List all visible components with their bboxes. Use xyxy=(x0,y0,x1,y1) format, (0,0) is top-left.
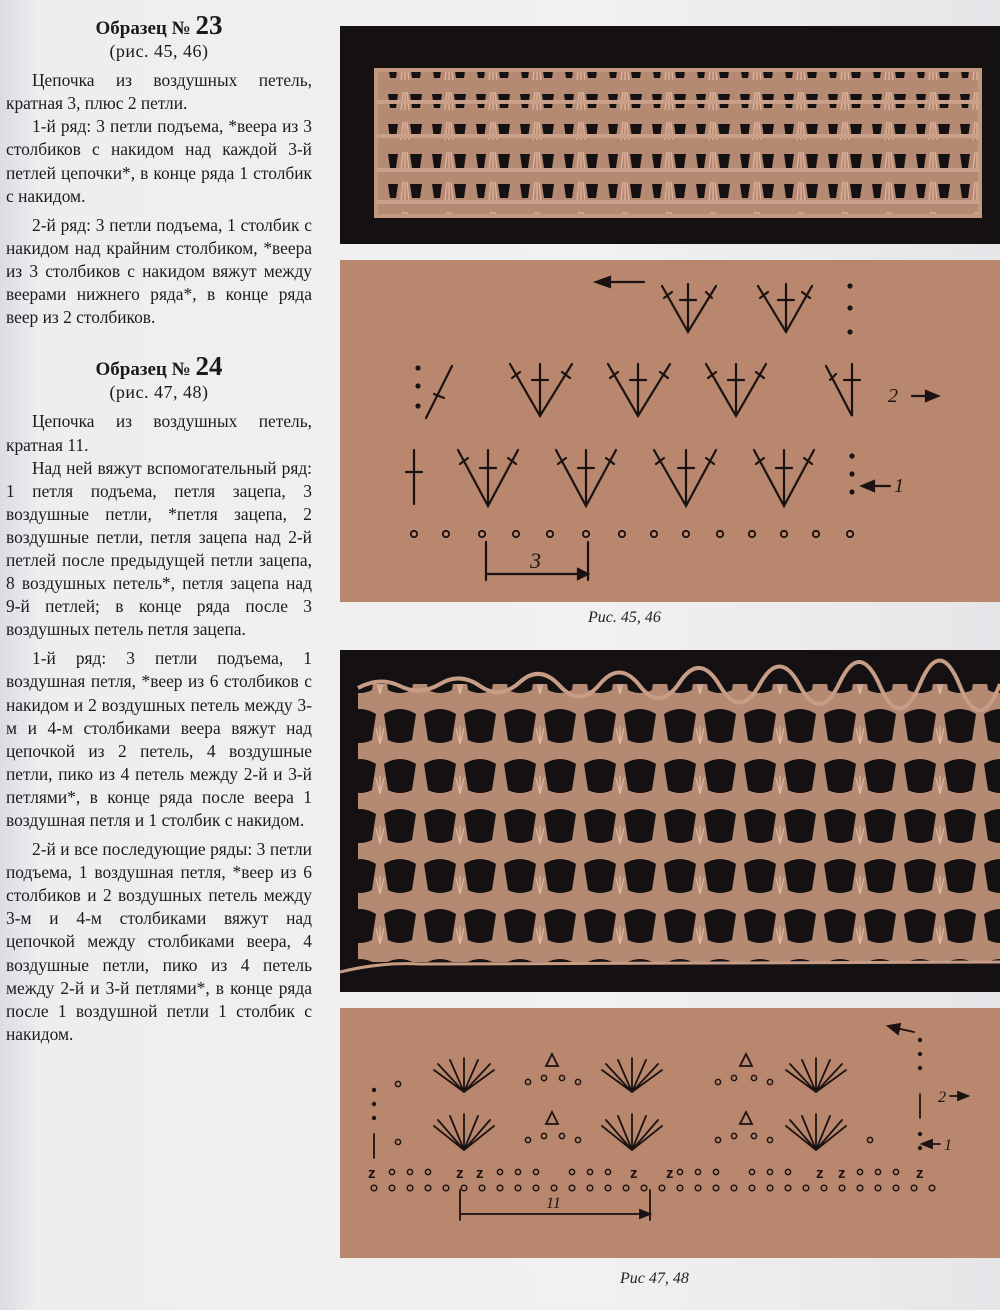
slip-stitch-mark: z xyxy=(368,1165,376,1182)
row1-label: 1 xyxy=(894,475,904,497)
slip-stitch-mark: z xyxy=(630,1165,638,1182)
picot-marks xyxy=(546,1054,752,1124)
sample23-heading: Образец № 23 xyxy=(95,10,223,40)
row2-label: 2 xyxy=(938,1089,946,1106)
caption-fig-45-46: Рис. 45, 46 xyxy=(588,609,661,626)
chain-row xyxy=(411,531,853,537)
sample24-paragraph: Над ней вяжут вспомогательный ряд: 1 петля подъема, петля зацепа, 3 воздушные петли, *петля зацепа, 2 воздушные петли, петля зацепа над 2-й петлей после предыдущей петли зацепа, 8 воздушных петель*, петля зацепа над 9-й петлей; в конце ряда после 3 воздушных петель петля зацепа. xyxy=(6,457,312,640)
repeat-label: 3 xyxy=(530,548,541,573)
text-column xyxy=(6,10,312,1046)
turning-dots xyxy=(415,283,854,494)
slip-stitch-mark: z xyxy=(666,1165,674,1182)
slip-stitch-mark: z xyxy=(816,1165,824,1182)
chart-sample-23 xyxy=(340,260,1000,602)
sample24-ref: (рис. 47, 48) xyxy=(109,382,209,403)
sample23-ref: (рис. 45, 46) xyxy=(109,41,209,62)
row2-arrow xyxy=(950,1092,968,1100)
lace-photo-24 xyxy=(340,650,1000,992)
sample23-paragraph: 1-й ряд: 3 петли подъема, *веера из 3 столбиков с накидом над каждой 3-й петлей цепочки*, в конце ряда 1 столбик с накидом. xyxy=(6,116,312,206)
sample24-paragraph: Цепочка из воздушных петель, кратная 11. xyxy=(6,411,312,455)
lace-photo-23 xyxy=(340,26,1000,244)
row2-arrow xyxy=(912,391,938,401)
sample24-paragraph: 2-й и все последующие ряды: 3 петли подъема, 1 воздушная петля, *веер из 6 столбиков и 2 воздушных петель между 3-м и 4-м столбиками вяжут над цепочкой между столбиками веера, 4 воздушные петли, пико из 4 петель между 2-й и 3-й петлями*, в конце ряда после 1 воздушной петли 1 столбик с накидом. xyxy=(6,839,312,1044)
sample23-paragraph: Цепочка из воздушных петель, кратная 3, плюс 2 петли. xyxy=(6,70,312,114)
repeat-label: 11 xyxy=(546,1195,561,1212)
fan-row2-top xyxy=(662,284,812,332)
photo-sample-23 xyxy=(340,26,1000,244)
sample24-paragraph: 1-й ряд: 3 петли подъема, 1 воздушная петля, *веер из 6 столбиков с накидом и 2 воздушных петель между 3-м и 4-м столбиками веера вяжут над цепочкой из 2 петель, 4 воздушные петли, пико из 4 петель между 2-й и 3-й петлями*, в конце ряда после веера 1 воздушная петля и 1 столбик с накидом. xyxy=(6,648,312,830)
sample24-heading: Образец № 24 xyxy=(95,351,223,382)
row1-arrow xyxy=(922,1140,940,1148)
caption-fig-47-48: Рис 47, 48 xyxy=(620,1270,689,1287)
direction-arrow-left xyxy=(888,1024,914,1034)
sample23-paragraph: 2-й ряд: 3 петли подъема, 1 столбик с накидом над крайним столбиком, *веера из 3 столбиков с накидом вяжут между веерами нижнего ряда*, в конце ряда веер из 2 столбиков. xyxy=(6,214,312,328)
fan-row2 xyxy=(426,364,860,418)
row1-label: 1 xyxy=(944,1137,952,1154)
slip-stitch-mark: z xyxy=(456,1165,464,1182)
slip-stitch-mark: z xyxy=(838,1165,846,1182)
row2-label: 2 xyxy=(888,385,898,407)
crochet-chart-23 xyxy=(340,260,1000,602)
row1-arrow xyxy=(862,481,890,491)
fan-row1 xyxy=(434,1114,846,1150)
direction-arrow-left xyxy=(596,277,644,287)
crochet-chart-24 xyxy=(340,1008,1000,1258)
slip-stitch-mark: z xyxy=(476,1165,484,1182)
fan-row1 xyxy=(406,450,814,506)
photo-sample-24 xyxy=(340,650,1000,992)
chart-sample-24 xyxy=(340,1008,1000,1258)
fan-row2 xyxy=(434,1058,846,1092)
slip-stitch-mark: z xyxy=(916,1165,924,1182)
chain-row xyxy=(371,1185,935,1191)
